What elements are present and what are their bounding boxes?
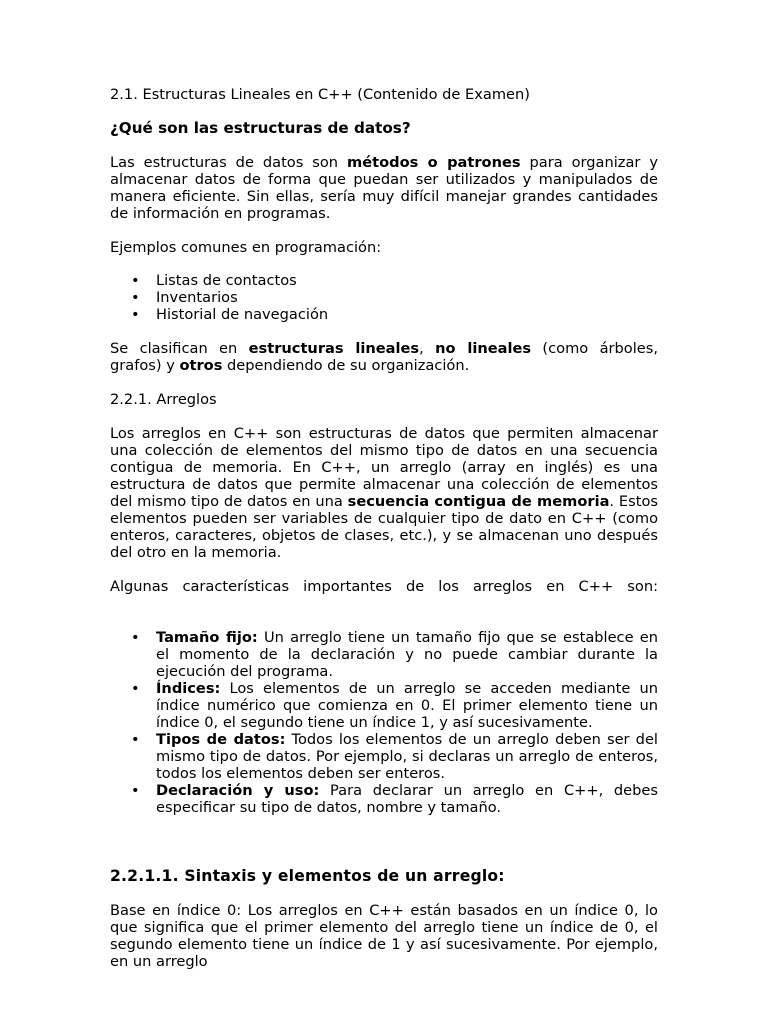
classification-bold: no lineales [435,340,532,357]
intro-text-after: para organizar y almacenar datos de forma que puedan ser utilizados y manipulados de manera eficiente. Sin ellas, sería muy difícil manejar grandes cantidades de información en programas. [110,154,658,222]
feature-term: Índices: [156,680,221,697]
intro-paragraph [110,154,658,222]
list-item: • Inventarios [110,289,658,306]
examples-label: Ejemplos comunes en programación: [110,239,382,256]
classification-bold: estructuras lineales [248,340,420,357]
document-content [110,86,658,970]
feature-term: Tipos de datos: [156,731,286,748]
list-item: • Historial de navegación [110,306,658,323]
list-item [110,731,658,782]
intro-bold: métodos o patrones [347,154,521,171]
examples-list [110,272,658,323]
arreglos-text-after: . Estos elementos pueden ser variables de cualquier tipo de dato en C++ (como enteros, caracteres, objetos de clases, etc.), y se almacenan uno después del otro en la memoria. [110,493,658,561]
feature-text: Todos los elementos de un arreglo deben ser del mismo tipo de datos. Por ejemplo, si declaras un arreglo de enteros, todos los elementos deben ser enteros. [156,731,658,782]
section-heading-arreglos: 2.2.1. Arreglos [110,391,217,408]
list-item [110,680,658,731]
arreglos-text-before: Los arreglos en C++ son estructuras de datos que permiten almacenar una colección de elementos del mismo tipo de datos en una secuencia contigua de memoria. En C++, un arreglo (array en inglés) es una estructura de datos que permite almacenar una colección de elementos del mismo tipo de datos en una [110,425,658,510]
list-item [110,629,658,680]
feature-text: Para declarar un arreglo en C++, debes especificar su tipo de datos, nombre y tamaño. [156,782,658,816]
syntax-paragraph: Base en índice 0: Los arreglos en C++ están basados en un índice 0, lo que significa que el primer elemento del arreglo tiene un índice de 0, el segundo elemento tiene un índice de 1 y así sucesivamente. Por ejemplo, en un arreglo [110,902,658,970]
document-title-line: 2.1. Estructuras Lineales en C++ (Contenido de Examen) [110,86,530,103]
intro-text-before: Las estructuras de datos son [110,154,348,171]
classification-text: , [419,340,436,357]
list-item: • Listas de contactos [110,272,658,289]
arreglos-paragraph [110,425,658,561]
question-heading: ¿Qué son las estructuras de datos? [110,119,411,137]
classification-text: (como árboles, grafos) y [110,340,658,374]
features-label: Algunas características importantes de los arreglos en C++ son: [110,578,658,595]
list-item [110,782,658,816]
feature-text: Un arreglo tiene un tamaño fijo que se establece en el momento de la declaración y no puede cambiar durante la ejecución del programa. [156,629,659,680]
features-list [110,629,658,816]
arreglos-bold: secuencia contigua de memoria [347,493,610,510]
classification-bold: otros [179,357,223,374]
classification-text: Se clasifican en [110,340,249,357]
classification-paragraph [110,340,658,374]
feature-term: Tamaño fijo: [156,629,258,646]
feature-text: Los elementos de un arreglo se acceden mediante un índice numérico que comienza en 0. El primer elemento tiene un índice 0, el segundo tiene un índice 1, y así sucesivamente. [156,680,658,731]
feature-term: Declaración y uso: [156,782,320,799]
syntax-heading: 2.2.1.1. Sintaxis y elementos de un arreglo: [110,867,505,885]
classification-text: dependiendo de su organización. [222,357,470,374]
